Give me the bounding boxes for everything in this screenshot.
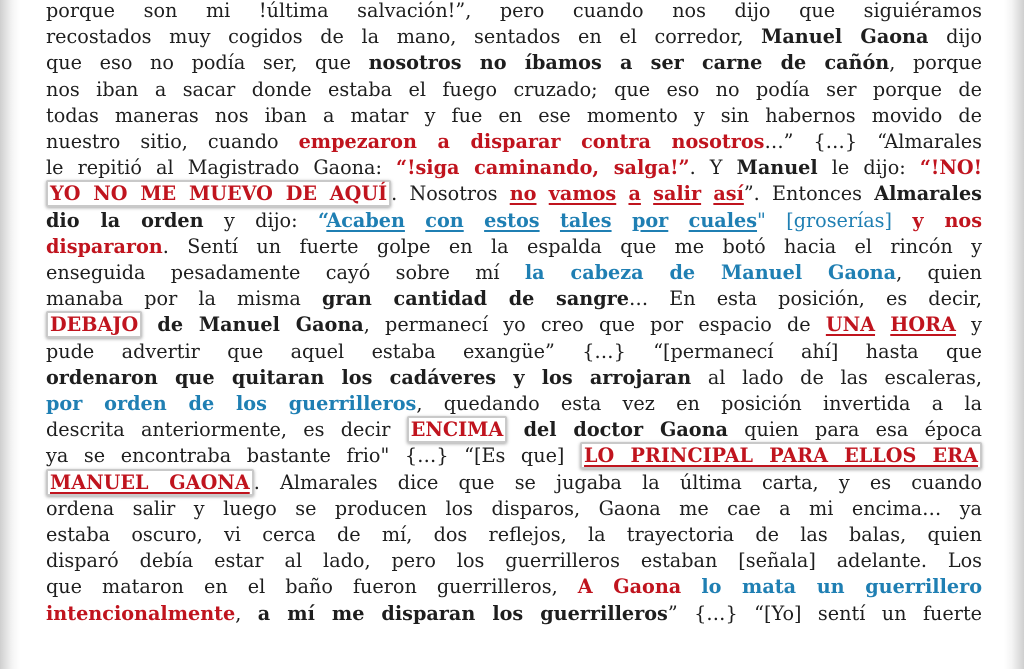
red-highlight: empezaron a disparar contra nosotros (298, 130, 765, 154)
red-underlined-word: vamos (548, 182, 617, 206)
text-line (46, 365, 982, 391)
text-line (46, 234, 982, 260)
text-line (46, 339, 982, 365)
text-run: …” {…} “Almarales (764, 130, 982, 154)
text-run (701, 182, 713, 205)
red-highlight: intencionalmente (46, 601, 236, 625)
text-run: . Almarales dice que se jugaba la última carta, y es cuando (253, 470, 983, 494)
red-highlight: y nos (912, 208, 983, 232)
text-run: nuestro sitio, cuando (46, 130, 299, 154)
text-line (46, 391, 982, 417)
text-line (46, 417, 982, 443)
text-line (46, 312, 982, 338)
text-run (681, 575, 701, 598)
blue-underlined-word: tales (559, 208, 612, 232)
blue-underlined-word: por (631, 208, 669, 232)
text-run: disparó debía estar al lado, pero los guerrilleros estaban [señala] adelante. Los (46, 549, 982, 573)
blue-underlined-word: cuales (688, 208, 758, 232)
text-line (46, 443, 982, 469)
blue-highlight: lo mata un guerrillero (701, 575, 982, 599)
bold-text: dio la orden (46, 208, 204, 232)
bold-text: ordenaron que quitaran los cadáveres y los arrojaran (46, 365, 692, 389)
text-run: , quien (896, 261, 982, 285)
red-underlined-word: salir (653, 182, 702, 206)
text-run: le repitió al Magistrado Gaona: (46, 156, 397, 180)
boxed-red-highlight: ENCIMA (407, 416, 508, 443)
text-run (464, 209, 484, 232)
bold-text: a mí me disparan los guerrilleros (257, 601, 668, 625)
boxed-underlined-highlight: LO PRINCIPAL PARA ELLOS ERA (580, 442, 982, 469)
text-run: pude advertir que aquel estaba exangüe” {…} “[permanecí ahí] hasta que (46, 339, 982, 363)
boxed-red-highlight: YO NO ME MUEVO DE AQUÍ (46, 180, 391, 207)
bold-text: nosotros no íbamos a ser carne de cañón (368, 51, 890, 75)
red-underlined-word: a (628, 182, 641, 206)
text-run: dijo (928, 25, 982, 49)
text-line (46, 574, 982, 600)
text-run: que mataron en el baño fueron guerrilleros, (46, 575, 578, 599)
red-highlight: “!siga caminando, salga!” (396, 156, 690, 180)
text-run: manaba por la misma (46, 287, 322, 311)
text-line (46, 208, 982, 234)
text-run: enseguida pesadamente cayó sobre mí (46, 261, 525, 285)
text-run: y dijo: (203, 208, 318, 232)
text-run: al lado de las escaleras, (691, 365, 982, 389)
text-run (668, 209, 688, 232)
text-line (46, 260, 982, 286)
bold-text: Manuel (736, 156, 818, 180)
text-run (142, 313, 157, 336)
text-run: que eso no podía ser, que (46, 51, 369, 75)
blue-highlight: por orden de los guerrilleros (46, 392, 417, 416)
text-run (540, 209, 560, 232)
text-line (46, 103, 982, 129)
red-underlined-word: UNA (825, 313, 876, 337)
text-line (46, 155, 982, 181)
text-run (641, 182, 653, 205)
red-highlight: A Gaona (577, 575, 682, 599)
text-run (616, 182, 628, 205)
page-edge-right (1004, 0, 1024, 669)
text-run: . Y (689, 156, 737, 180)
text-run: descrita anteriormente, es decir (46, 418, 407, 442)
bold-text: de Manuel Gaona (157, 313, 364, 337)
text-line (46, 50, 982, 76)
bold-text: Manuel Gaona (761, 25, 929, 49)
text-run: todas maneras nos iban a matar y fue en ese momento y sin habernos movido de (46, 103, 982, 127)
text-run (405, 209, 425, 232)
text-line (46, 601, 982, 627)
bold-text: del doctor Gaona (523, 418, 728, 442)
boxed-red-highlight: DEBAJO (46, 311, 142, 338)
text-run (536, 182, 548, 205)
text-run: … En esta posición, es decir, (628, 287, 982, 311)
text-run: , permanecí yo creo que por espacio de (363, 313, 826, 337)
text-line (46, 470, 982, 496)
text-run: . Sentí un fuerte golpe en la espalda que me botó hacia el rincón y (162, 234, 982, 258)
blue-highlight: la cabeza de Manuel Gaona (524, 261, 897, 285)
text-line (46, 181, 982, 207)
text-line (46, 496, 982, 522)
text-line (46, 129, 982, 155)
bold-text: Almarales (874, 182, 982, 206)
text-run: , porque (889, 51, 983, 75)
text-run: ” {…} “[Yo] sentí un fuerte (667, 601, 983, 625)
boxed-underlined-highlight: MANUEL GAONA (46, 469, 254, 496)
text-run (507, 418, 523, 441)
text-run (612, 209, 632, 232)
text-line (46, 0, 982, 24)
text-run: , (235, 601, 258, 625)
text-run: , quedando esta vez en posición invertida a la (416, 392, 983, 416)
text-line (46, 522, 982, 548)
page-edge-left (0, 0, 20, 669)
text-run: estaba oscuro, vi cerca de mí, dos reflejos, la trayectoria de las balas, quien (46, 523, 982, 547)
text-run: nos iban a sacar donde estaba el fuego cruzado; que eso no podía ser porque de (46, 77, 982, 101)
blue-highlight: “ (317, 208, 327, 232)
text-line (46, 548, 982, 574)
red-underlined-word: HORA (890, 313, 956, 337)
red-highlight: dispararon (46, 234, 163, 258)
bold-text: gran cantidad de sangre (321, 287, 629, 311)
text-run: . Nosotros (391, 182, 510, 206)
text-run: porque son mi !última salvación!”, pero cuando nos dijo que siguiéramos (46, 0, 982, 22)
text-run: ”. Entonces (743, 182, 875, 206)
text-run: quien para esa época (727, 418, 982, 442)
blue-underlined-word: con (425, 208, 464, 232)
text-run: recostados muy cogidos de la mano, sentados en el corredor, (46, 25, 762, 49)
text-line (46, 77, 982, 103)
red-underlined-word: no (509, 182, 537, 206)
text-line (46, 286, 982, 312)
text-run: le dijo: (817, 156, 920, 180)
text-run (875, 313, 890, 336)
testimony-text (46, 0, 982, 627)
red-underlined-word: así (713, 182, 744, 206)
red-highlight: “!NO! (919, 156, 982, 180)
blue-underlined-word: Acaben (326, 208, 405, 232)
text-run: ya se encontraba bastante frio" {…} “[Es que] (46, 444, 581, 468)
text-run: ordena salir y luego se producen los disparos, Gaona me cae a mi encima… ya (46, 496, 982, 520)
blue-underlined-word: estos (484, 208, 540, 232)
blue-note: " [groserías] (757, 208, 913, 232)
text-line (46, 24, 982, 50)
text-run: y (955, 313, 983, 337)
